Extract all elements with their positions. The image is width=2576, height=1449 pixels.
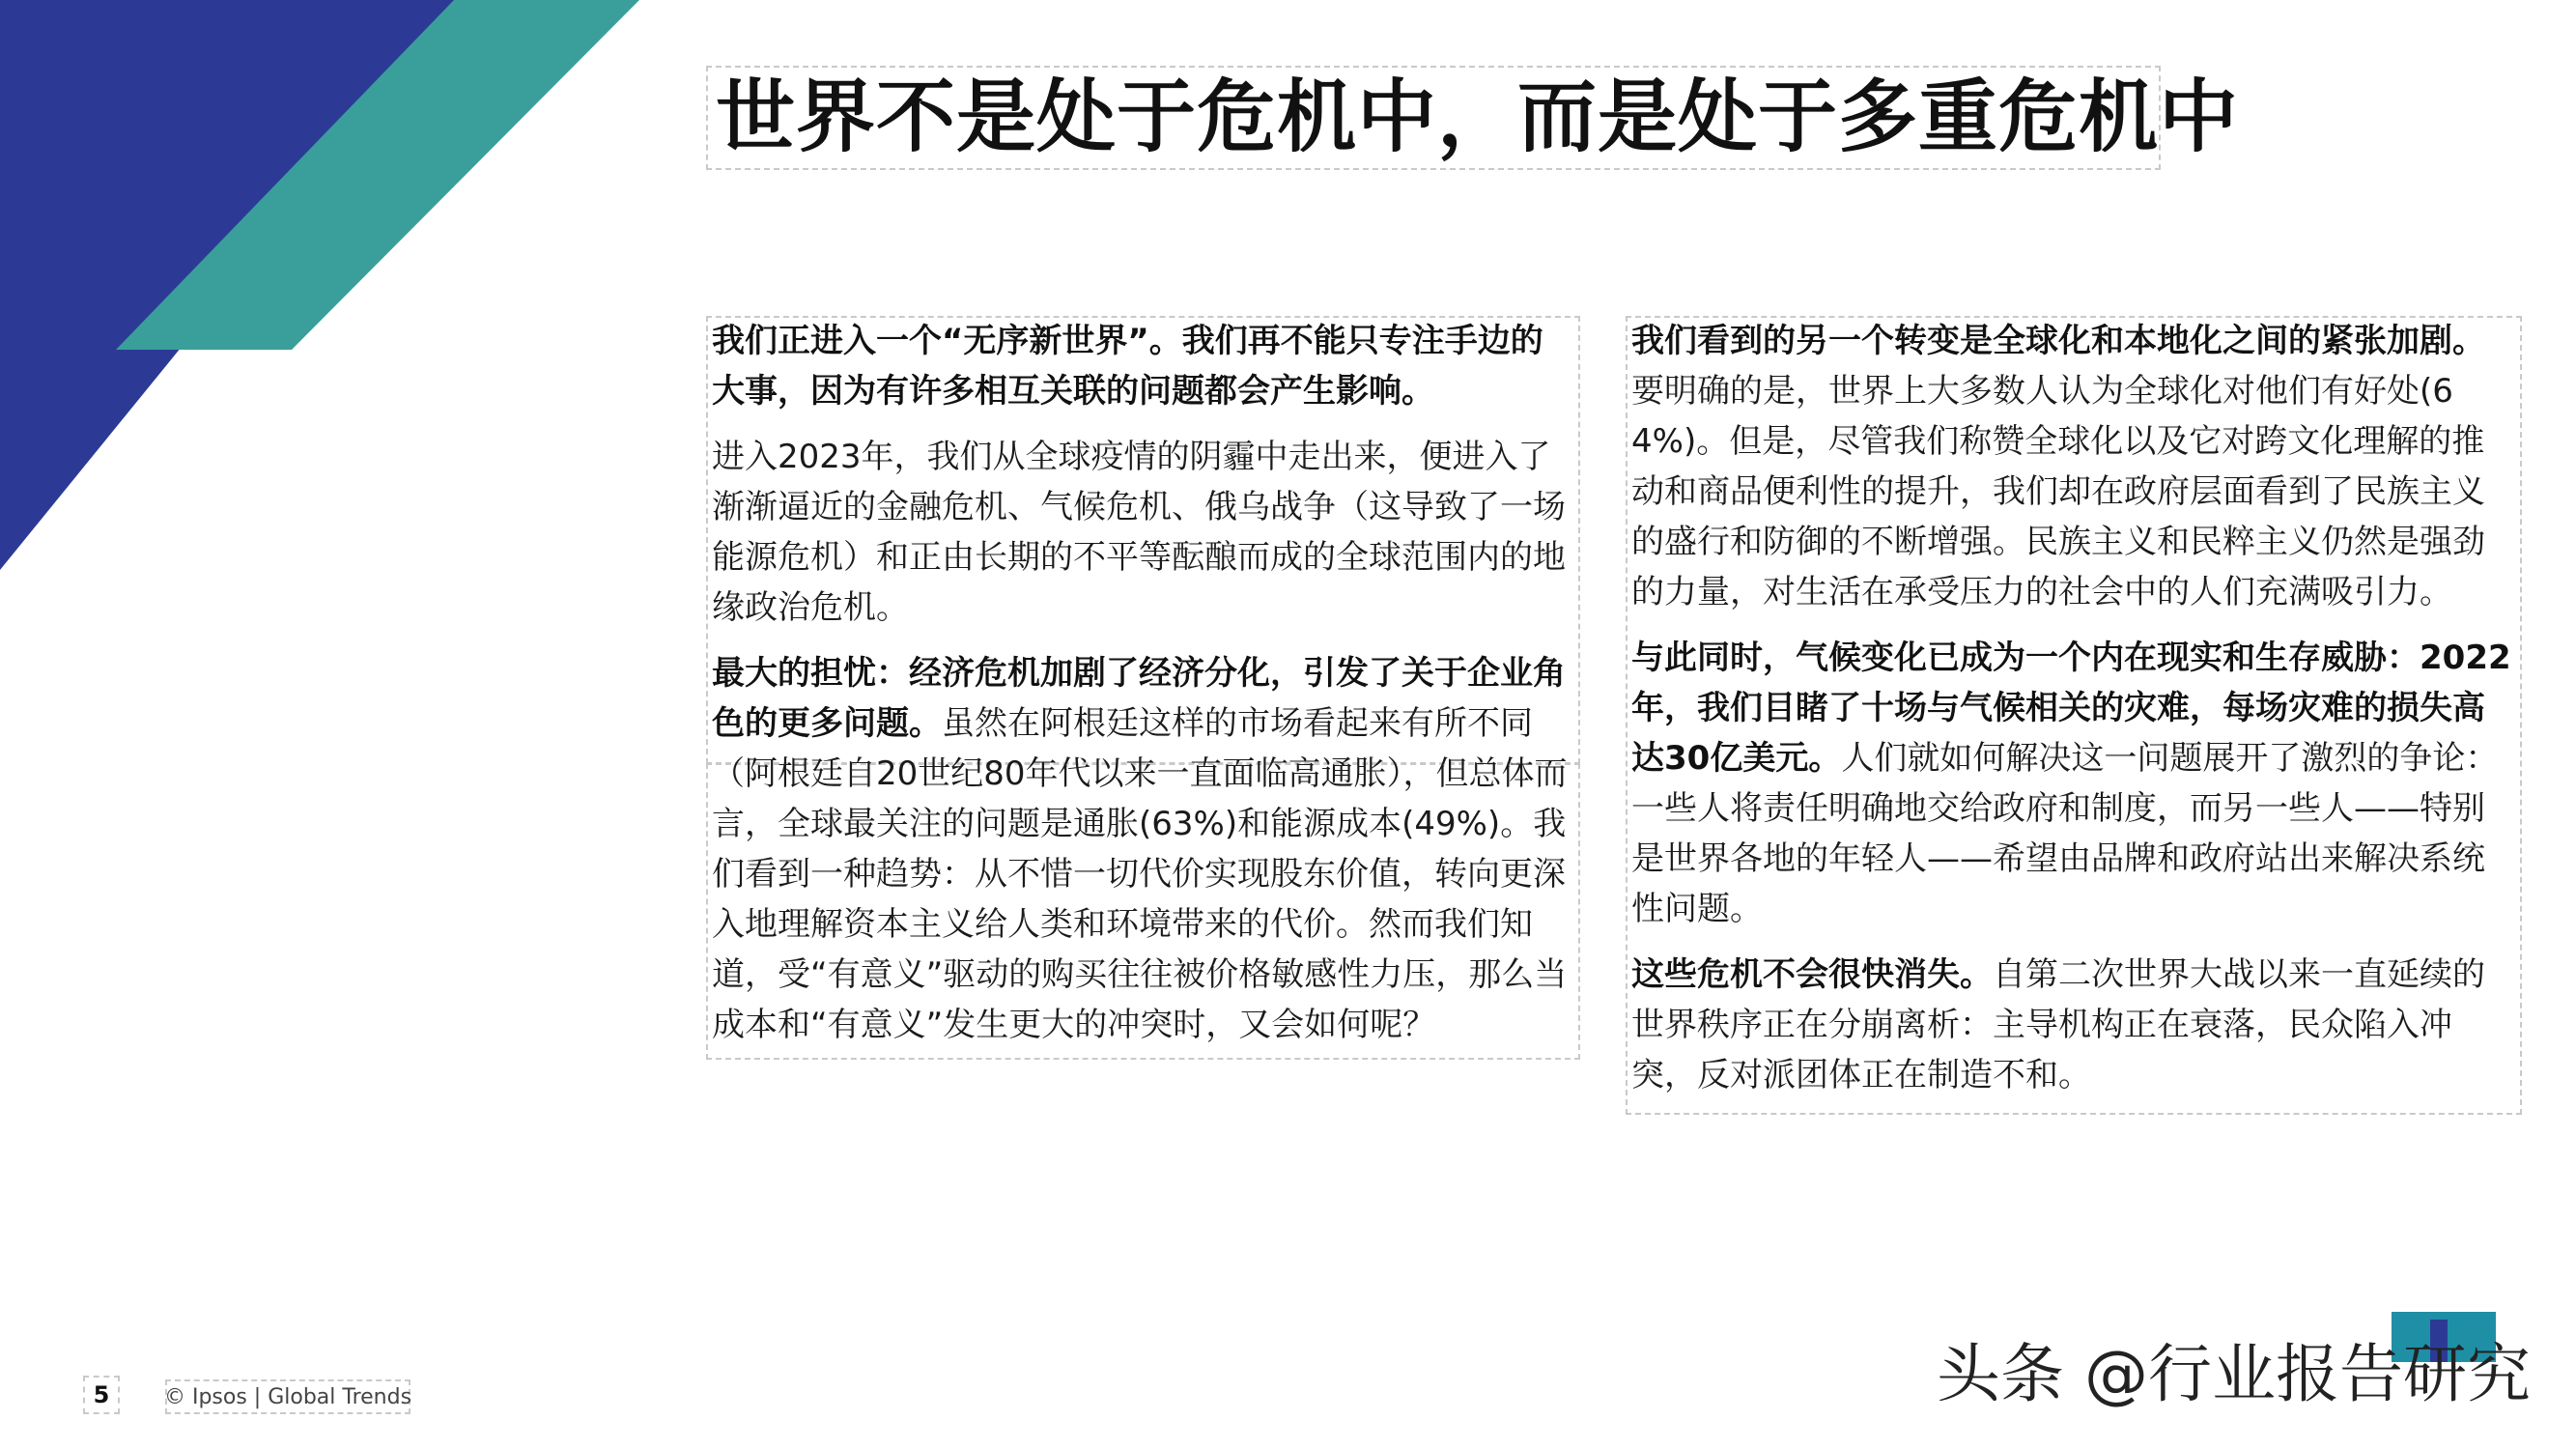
left-column-text [706,316,1580,1060]
left-paragraph-3 [712,648,1574,1050]
right-p2-bold: 与此同时，气候变化已成为一个内在现实和生存威胁：2022年，我们目睹了十场与气候相关的灾难，每场灾难的损失高达30亿美元。 [1631,639,2511,778]
left-p3-bold: 最大的担忧：经济危机加剧了经济分化，引发了关于企业角色的更多问题。 [712,654,1566,743]
left-paragraph-1 [712,316,1574,416]
page-title: 世界不是处于危机中，而是处于多重危机中 [716,71,2240,163]
title-box [706,66,2240,170]
right-paragraph-1 [1631,316,2516,617]
left-p3-rest: 虽然在阿根廷这样的市场看起来有所不同（阿根廷自20世纪80年代以来一直面临高通胀），但总体而言，全球最关注的问题是通胀(63%)和能源成本(49%)。我们看到一种趋势：从不惜一切代价实现股东价值，转向更深入地理解资本主义给人类和环境带来的代价。然而我们知道，受“有意义”驱动的购买往往被价格敏感性力压，那么当成本和“有意义”发生更大的冲突时，又会如何呢？ [712,704,1568,1044]
left-paragraph-2: 进入2023年，我们从全球疫情的阴霾中走出来，便进入了渐渐逼近的金融危机、气候危机、俄乌战争（这导致了一场能源危机）和正由长期的不平等酝酿而成的全球范围内的地缘政治危机。 [712,438,1566,627]
page-number: 5 [83,1376,120,1414]
left-p1-bold: 我们正进入一个“无序新世界”。我们再不能只专注手边的大事，因为有许多相互关联的问题都会产生影响。 [712,322,1543,411]
right-p3-bold: 这些危机不会很快消失。 [1631,955,1993,994]
right-p3-rest: 自第二次世界大战以来一直延续的世界秩序正在分崩离析：主导机构正在衰落，民众陷入冲突，反对派团体正在制造不和。 [1631,955,2485,1094]
footer-source: © Ipsos | Global Trends [165,1379,410,1414]
right-column-text [1626,316,2522,1115]
watermark: 头条 @行业报告研究 [1937,1337,2531,1411]
right-p2-rest: 人们就如何解决这一问题展开了激烈的争论：一些人将责任明确地交给政府和制度，而另一些人——特别是世界各地的年轻人——希望由品牌和政府站出来解决系统性问题。 [1631,739,2499,928]
right-paragraph-2 [1631,633,2516,934]
right-p1-bold: 我们看到的另一个转变是全球化和本地化之间的紧张加剧。 [1631,322,2485,360]
corner-decoration [0,0,676,580]
right-p1-rest: 要明确的是，世界上大多数人认为全球化对他们有好处(64%)。但是，尽管我们称赞全球化以及它对跨文化理解的推动和商品便利性的提升，我们却在政府层面看到了民族主义的盛行和防御的不断增强。民族主义和民粹主义仍然是强劲的力量，对生活在承受压力的社会中的人们充满吸引力。 [1631,372,2485,611]
right-paragraph-3 [1631,950,2516,1100]
